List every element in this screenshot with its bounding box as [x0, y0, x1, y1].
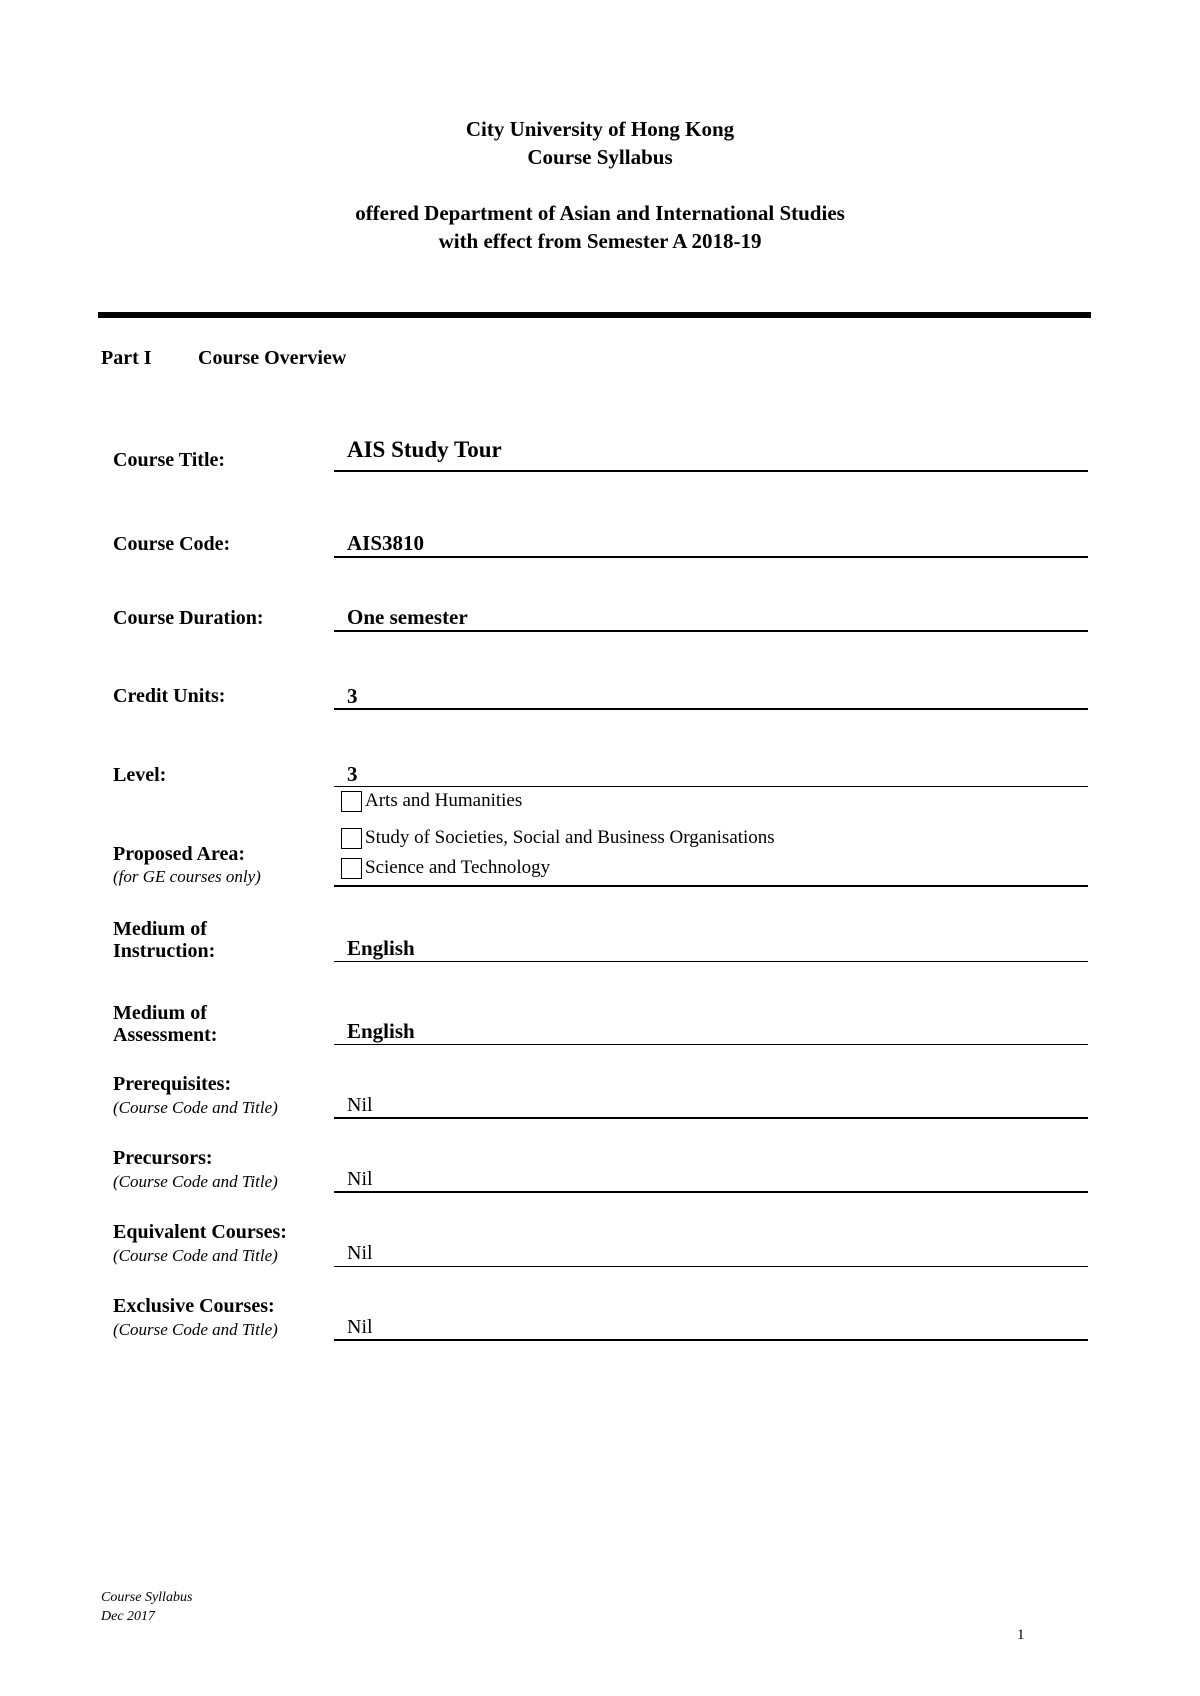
precursors-label: Precursors:: [113, 1147, 213, 1169]
medium-instruction-line: [334, 961, 1088, 962]
medium-instruction-label-1: Medium of: [113, 918, 207, 940]
course-code-label: Course Code:: [113, 533, 231, 555]
credit-units-value: 3: [347, 684, 358, 708]
checkbox-icon[interactable]: [341, 858, 362, 879]
area-option-societies[interactable]: [341, 827, 775, 849]
prerequisites-line: [334, 1117, 1088, 1119]
precursors-line: [334, 1191, 1088, 1193]
exclusive-value: Nil: [347, 1316, 373, 1338]
course-duration-label: Course Duration:: [113, 607, 264, 629]
page-number: 1: [1017, 1627, 1025, 1643]
course-duration-line: [334, 630, 1088, 632]
footer-date: Dec 2017: [101, 1609, 156, 1624]
equivalent-label: Equivalent Courses:: [113, 1221, 287, 1243]
course-title-label: Course Title:: [113, 449, 226, 471]
area-option-label: Arts and Humanities: [365, 790, 523, 811]
medium-assessment-label-2: Assessment:: [113, 1024, 218, 1046]
equivalent-line: [334, 1266, 1088, 1267]
course-duration-value: One semester: [347, 605, 468, 629]
prerequisites-value: Nil: [347, 1094, 373, 1116]
medium-assessment-label-1: Medium of: [113, 1002, 207, 1024]
proposed-area-note: (for GE courses only): [113, 867, 261, 886]
checkbox-icon[interactable]: [341, 791, 362, 812]
proposed-area-line: [334, 885, 1088, 887]
university-name: City University of Hong Kong: [465, 117, 735, 141]
offered-by: offered Department of Asian and International Studies: [355, 201, 845, 225]
medium-instruction-value: English: [347, 936, 415, 960]
footer-doc-name: Course Syllabus: [101, 1590, 193, 1605]
course-code-line: [334, 556, 1088, 558]
effective-date: with effect from Semester A 2018-19: [438, 229, 762, 253]
area-option-arts[interactable]: [341, 790, 522, 812]
equivalent-value: Nil: [347, 1242, 373, 1264]
area-option-science[interactable]: [341, 857, 550, 879]
medium-assessment-line: [334, 1044, 1088, 1045]
level-line: [334, 786, 1088, 787]
proposed-area-label: Proposed Area:: [113, 843, 246, 865]
course-title-line: [334, 470, 1088, 472]
area-option-label: Science and Technology: [365, 857, 551, 878]
header-rule: [98, 312, 1091, 318]
level-label: Level:: [113, 764, 167, 786]
medium-assessment-value: English: [347, 1019, 415, 1043]
exclusive-line: [334, 1339, 1088, 1341]
precursors-value: Nil: [347, 1168, 373, 1190]
prerequisites-label: Prerequisites:: [113, 1073, 232, 1095]
document-type: Course Syllabus: [527, 145, 673, 169]
level-value: 3: [347, 762, 358, 786]
area-option-label: Study of Societies, Social and Business Organisations: [365, 827, 775, 848]
prerequisites-note: (Course Code and Title): [113, 1098, 278, 1117]
equivalent-note: (Course Code and Title): [113, 1246, 278, 1265]
medium-instruction-label-2: Instruction:: [113, 940, 216, 962]
precursors-note: (Course Code and Title): [113, 1172, 278, 1191]
exclusive-label: Exclusive Courses:: [113, 1295, 275, 1317]
credit-units-line: [334, 708, 1088, 710]
part-title: Course Overview: [198, 347, 347, 369]
exclusive-note: (Course Code and Title): [113, 1320, 278, 1339]
course-title-value: AIS Study Tour: [347, 437, 502, 462]
part-number: Part I: [101, 347, 152, 369]
course-code-value: AIS3810: [347, 531, 425, 555]
checkbox-icon[interactable]: [341, 828, 362, 849]
credit-units-label: Credit Units:: [113, 685, 226, 707]
